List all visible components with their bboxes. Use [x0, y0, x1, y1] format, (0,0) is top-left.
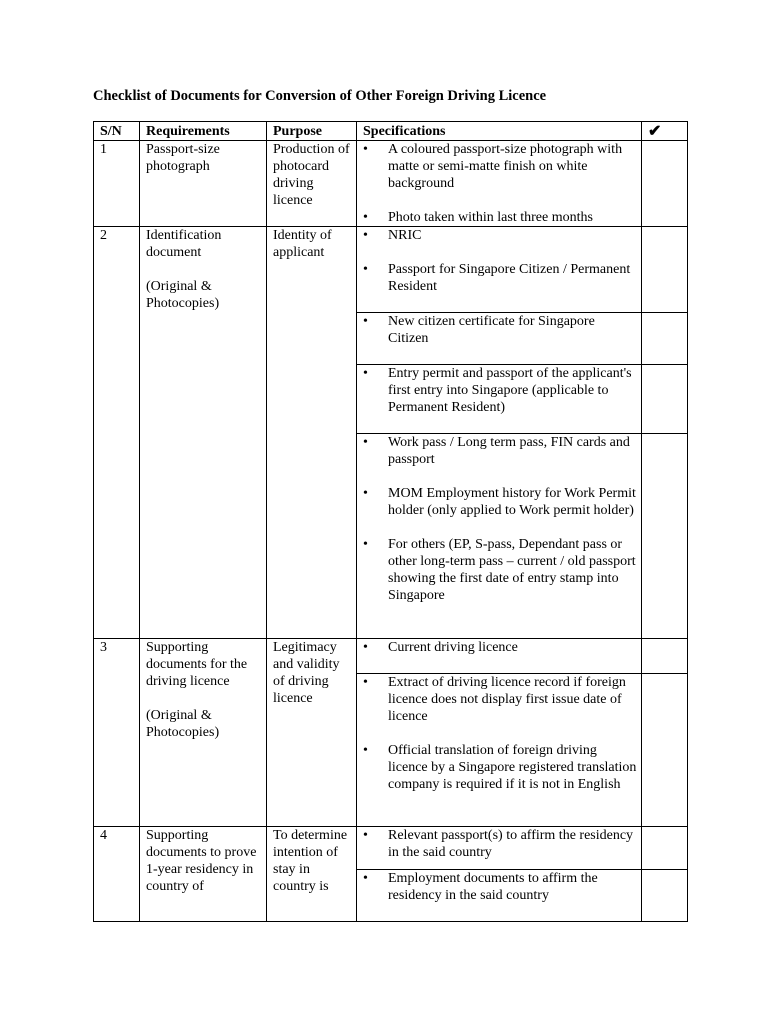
specification-item [363, 639, 637, 656]
serial-number: 4 [94, 827, 140, 922]
specification-cell [357, 674, 642, 827]
checkbox-cell[interactable] [642, 227, 688, 313]
checkbox-cell[interactable] [642, 827, 688, 870]
bullet-icon: • [363, 640, 368, 655]
serial-number: 1 [94, 141, 140, 227]
purpose-cell: Identity of applicant [267, 227, 357, 639]
specification-item [363, 536, 637, 604]
specification-list [363, 827, 637, 861]
bullet-icon: • [363, 743, 368, 758]
specification-text: Extract of driving licence record if foreign licence does not display first issue date of licence [388, 675, 626, 724]
specification-text: Employment documents to affirm the residency in the said country [388, 871, 598, 903]
document-title: Checklist of Documents for Conversion of Other Foreign Driving Licence [93, 88, 547, 104]
requirement-cell [140, 639, 267, 827]
header-row [94, 122, 688, 141]
specification-item [363, 434, 637, 468]
bullet-icon: • [363, 435, 368, 450]
specification-cell [357, 827, 642, 870]
specification-list [363, 313, 637, 347]
specification-item [363, 742, 637, 793]
checkbox-cell[interactable] [642, 674, 688, 827]
requirement-text: Passport-size photograph [146, 142, 220, 174]
specification-list [363, 870, 637, 904]
specification-text: New citizen certificate for Singapore Citizen [388, 314, 595, 346]
specification-text: Relevant passport(s) to affirm the residency in the said country [388, 828, 634, 860]
header-check-icon: ✔ [642, 122, 688, 141]
specification-cell [357, 639, 642, 674]
requirement-text: (Original & Photocopies) [146, 708, 220, 740]
specification-item [363, 227, 637, 244]
bullet-icon: • [363, 210, 368, 225]
bullet-icon: • [363, 142, 368, 157]
specification-cell [357, 141, 642, 227]
specification-item [363, 141, 637, 192]
specification-item [363, 870, 637, 904]
checkbox-cell[interactable] [642, 141, 688, 227]
specification-list [363, 674, 637, 793]
purpose-cell: Legitimacy and validity of driving licence [267, 639, 357, 827]
specification-item [363, 674, 637, 725]
serial-number: 3 [94, 639, 140, 827]
specification-text: MOM Employment history for Work Permit holder (only applied to Work permit holder) [388, 486, 636, 518]
specification-cell [357, 227, 642, 313]
paragraph-gap [146, 690, 262, 707]
table-row [94, 827, 688, 870]
checkbox-cell[interactable] [642, 434, 688, 639]
purpose-cell: Production of photocard driving licence [267, 141, 357, 227]
specification-cell [357, 870, 642, 922]
checkbox-cell[interactable] [642, 870, 688, 922]
checkbox-cell[interactable] [642, 313, 688, 365]
specification-item [363, 827, 637, 861]
specification-text: Work pass / Long term pass, FIN cards and passport [388, 435, 630, 467]
header-sn: S/N [94, 122, 140, 141]
specification-list [363, 639, 637, 656]
table-row [94, 227, 688, 313]
specification-text: Official translation of foreign driving licence by a Singapore registered translation company is required if it is not in English [388, 743, 637, 792]
paragraph-gap [146, 261, 262, 278]
specification-cell [357, 434, 642, 639]
bullet-icon: • [363, 228, 368, 243]
specification-text: A coloured passport-size photograph with matte or semi-matte finish on white background [388, 142, 623, 191]
specification-item [363, 365, 637, 416]
specification-cell [357, 365, 642, 434]
specification-text: Entry permit and passport of the applicant's first entry into Singapore (applicable to Permanent Resident) [388, 366, 632, 415]
requirement-cell [140, 227, 267, 639]
specification-list [363, 227, 637, 295]
bullet-icon: • [363, 871, 368, 886]
bullet-icon: • [363, 486, 368, 501]
header-requirements: Requirements [140, 122, 267, 141]
header-purpose: Purpose [267, 122, 357, 141]
requirement-text: Supporting documents for the driving licence [146, 640, 248, 689]
specification-text: Photo taken within last three months [388, 210, 593, 225]
requirement-cell [140, 827, 267, 922]
specification-item [363, 485, 637, 519]
bullet-icon: • [363, 675, 368, 690]
serial-number: 2 [94, 227, 140, 639]
header-specifications: Specifications [357, 122, 642, 141]
bullet-icon: • [363, 262, 368, 277]
specification-text: Passport for Singapore Citizen / Permanent Resident [388, 262, 631, 294]
specification-item [363, 313, 637, 347]
specification-text: NRIC [388, 228, 422, 243]
bullet-icon: • [363, 366, 368, 381]
table-row [94, 639, 688, 674]
checkbox-cell[interactable] [642, 639, 688, 674]
specification-text: Current driving licence [388, 640, 518, 655]
checklist-table [93, 121, 688, 922]
bullet-icon: • [363, 828, 368, 843]
specification-list [363, 434, 637, 604]
specification-list [363, 365, 637, 416]
specification-cell [357, 313, 642, 365]
bullet-icon: • [363, 314, 368, 329]
specification-item [363, 209, 637, 226]
purpose-cell: To determine intention of stay in country is [267, 827, 357, 922]
table-row [94, 141, 688, 227]
specification-text: For others (EP, S-pass, Dependant pass or other long-term pass – current / old passport showing the first date of entry stamp into Singapore [388, 537, 636, 603]
bullet-icon: • [363, 537, 368, 552]
specification-item [363, 261, 637, 295]
requirement-text: (Original & Photocopies) [146, 279, 220, 311]
requirement-cell [140, 141, 267, 227]
requirement-text: Identification document [146, 228, 222, 260]
specification-list [363, 141, 637, 226]
checkbox-cell[interactable] [642, 365, 688, 434]
requirement-text: Supporting documents to prove 1-year residency in country of [146, 828, 257, 894]
